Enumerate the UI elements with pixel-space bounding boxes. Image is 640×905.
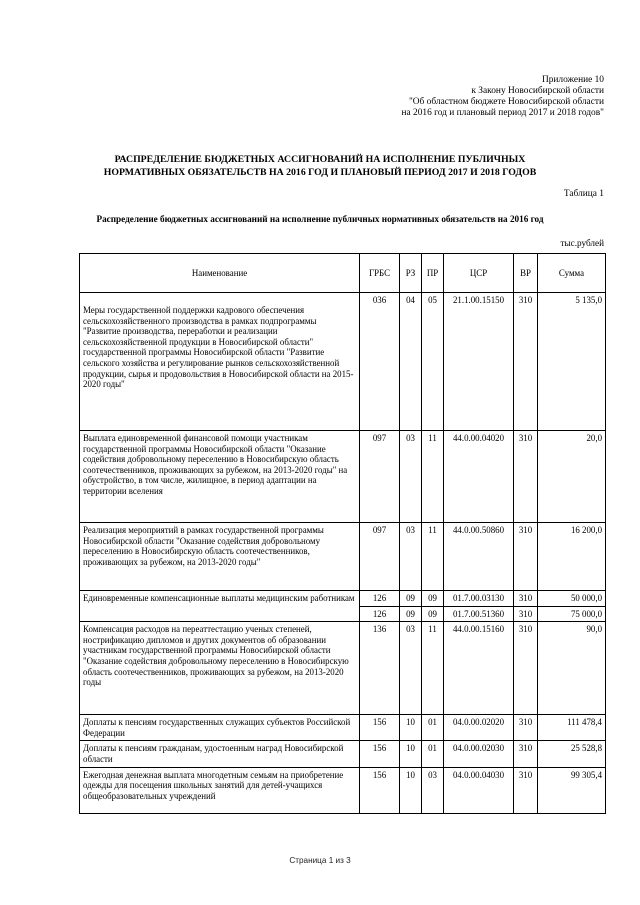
appendix-line: "Об областном бюджете Новосибирской области — [408, 97, 604, 107]
row-vr: 310 — [514, 431, 538, 523]
row-name: Ежегодная денежная выплата многодетным семьям на приобретение одежды для посещения школьных занятий для детей-учащихся общеобразовательных учреждений — [80, 767, 360, 813]
table-row — [80, 293, 606, 431]
row-rz: 03 — [400, 523, 422, 591]
column-header: РЗ — [400, 254, 422, 293]
row-sum: 16 200,0 — [538, 523, 606, 591]
column-header: ЦСР — [444, 254, 514, 293]
row-rz: 10 — [400, 767, 422, 813]
row-pr: 05 — [422, 293, 444, 431]
row-sum: 75 000,0 — [538, 606, 606, 622]
appendix-line: Приложение 10 — [541, 75, 604, 85]
table-row — [80, 715, 606, 741]
row-pr: 11 — [422, 431, 444, 523]
table-subtitle: Распределение бюджетных ассигнований на исполнение публичных нормативных обязательств на 2016 год — [96, 214, 544, 224]
row-csr: 04.0.00.02020 — [444, 715, 514, 741]
page-footer: Страница 1 из 3 — [289, 856, 351, 865]
appendix-header — [184, 75, 604, 119]
row-sum: 90,0 — [538, 622, 606, 715]
row-pr: 11 — [422, 622, 444, 715]
row-vr: 310 — [514, 523, 538, 591]
row-pr: 09 — [422, 606, 444, 622]
row-rz: 03 — [400, 622, 422, 715]
row-pr: 11 — [422, 523, 444, 591]
row-grbs: 036 — [360, 293, 400, 431]
row-csr: 21.1.00.15150 — [444, 293, 514, 431]
row-pr: 03 — [422, 767, 444, 813]
row-grbs: 156 — [360, 715, 400, 741]
row-sum: 111 478,4 — [538, 715, 606, 741]
row-name: Компенсация расходов на переаттестацию ученых степеней, нострификацию дипломов и других документов об образовании участникам государственной программы Новосибирской области "Оказание содействия добровольному переселению в Новосибирскую область соотечественников, проживающих за рубежом, на 2013-2020 годы — [80, 622, 360, 715]
column-header: ГРБС — [360, 254, 400, 293]
row-grbs: 156 — [360, 767, 400, 813]
title-line: РАСПРЕДЕЛЕНИЕ БЮДЖЕТНЫХ АССИГНОВАНИЙ НА ИСПОЛНЕНИЕ ПУБЛИЧНЫХ — [114, 154, 526, 165]
row-rz: 10 — [400, 715, 422, 741]
table-number: Таблица 1 — [563, 189, 604, 199]
row-name: Единовременные компенсационные выплаты медицинским работникам — [80, 591, 360, 622]
row-name: Реализация мероприятий в рамках государственной программы Новосибирской области "Оказание содействия добровольному переселению в Новосибирскую область соотечественников, проживающих за рубежом, на 2013-2020 годы" — [80, 523, 360, 591]
row-name: Меры государственной поддержки кадрового обеспечения сельскохозяйственного производства в рамках подпрограммы "Развитие производства, переработки и реализации сельскохозяйственной продукции в Новосибирской области" государственной программы Новосибирской области "Развитие сельского хозяйства и регулирование рынков сельскохозяйственной продукции, сырья и продовольствия в Новосибирской области на 2015-2020 годы" — [80, 293, 360, 431]
row-rz: 04 — [400, 293, 422, 431]
row-pr: 01 — [422, 741, 444, 767]
row-csr: 01.7.00.51360 — [444, 606, 514, 622]
table-row — [80, 622, 606, 715]
row-sum: 20,0 — [538, 431, 606, 523]
table-row — [80, 767, 606, 813]
row-pr: 09 — [422, 591, 444, 607]
table-header-row — [80, 254, 606, 293]
row-grbs: 097 — [360, 431, 400, 523]
row-vr: 310 — [514, 767, 538, 813]
row-grbs: 156 — [360, 741, 400, 767]
row-rz: 10 — [400, 741, 422, 767]
row-vr: 310 — [514, 606, 538, 622]
row-csr: 44.0.00.15160 — [444, 622, 514, 715]
row-vr: 310 — [514, 715, 538, 741]
table-row — [80, 591, 606, 607]
row-rz: 09 — [400, 606, 422, 622]
row-grbs: 126 — [360, 606, 400, 622]
row-csr: 44.0.00.50860 — [444, 523, 514, 591]
row-sum: 99 305,4 — [538, 767, 606, 813]
row-csr: 01.7.00.03130 — [444, 591, 514, 607]
row-sum: 50 000,0 — [538, 591, 606, 607]
appendix-line: к Закону Новосибирской области — [471, 86, 604, 96]
row-sum: 25 528,8 — [538, 741, 606, 767]
title-line: НОРМАТИВНЫХ ОБЯЗАТЕЛЬСТВ НА 2016 ГОД И ПЛАНОВЫЙ ПЕРИОД 2017 И 2018 ГОДОВ — [103, 166, 537, 178]
row-csr: 04.0.00.04030 — [444, 767, 514, 813]
budget-table — [79, 253, 606, 814]
row-vr: 310 — [514, 741, 538, 767]
row-grbs: 126 — [360, 591, 400, 607]
table-row — [80, 523, 606, 591]
column-header: Сумма — [538, 254, 606, 293]
row-name: Доплаты к пенсиям гражданам, удостоенным наград Новосибирской области — [80, 741, 360, 767]
column-header: Наименование — [80, 254, 360, 293]
row-csr: 44.0.00.04020 — [444, 431, 514, 523]
row-name: Доплаты к пенсиям государственных служащих субъектов Российской Федерации — [80, 715, 360, 741]
units-label: тыс.рублей — [560, 238, 604, 248]
row-rz: 09 — [400, 591, 422, 607]
column-header: ПР — [422, 254, 444, 293]
row-vr: 310 — [514, 591, 538, 607]
row-grbs: 097 — [360, 523, 400, 591]
row-csr: 04.0.00.02030 — [444, 741, 514, 767]
row-grbs: 136 — [360, 622, 400, 715]
table-row — [80, 431, 606, 523]
document-title — [60, 154, 580, 179]
row-vr: 310 — [514, 293, 538, 431]
column-header: ВР — [514, 254, 538, 293]
row-pr: 01 — [422, 715, 444, 741]
row-rz: 03 — [400, 431, 422, 523]
table-row — [80, 741, 606, 767]
row-sum: 5 135,0 — [538, 293, 606, 431]
row-name: Выплата единовременной финансовой помощи участникам государственной программы Новосибирской области "Оказание содействия добровольному переселению в Новосибирскую область соотечественников, проживающих за рубежом, на 2013-2020 годы" на обустройство, в том числе, жилищное, в период адаптации на территории вселения — [80, 431, 360, 523]
appendix-line: на 2016 год и плановый период 2017 и 2018 годов" — [401, 108, 604, 118]
row-vr: 310 — [514, 622, 538, 715]
